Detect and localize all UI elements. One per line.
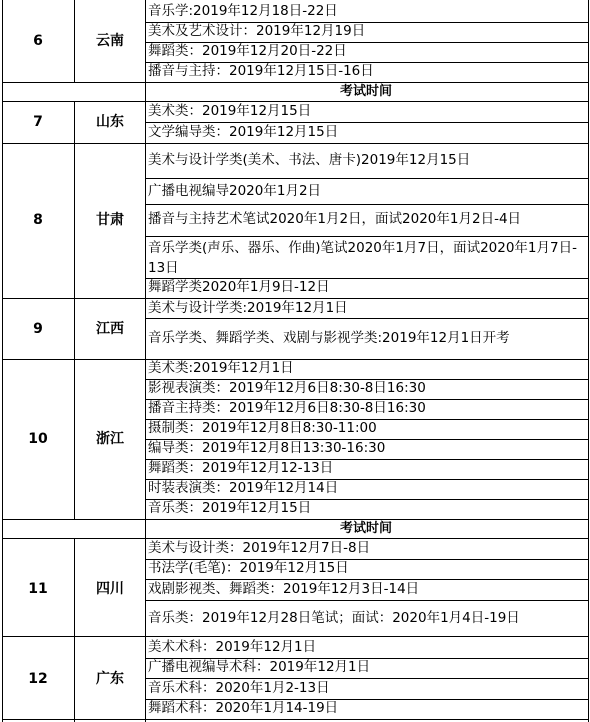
row-divider (2, 636, 589, 637)
row-divider (2, 519, 589, 520)
row-number: 12 (28, 671, 48, 687)
schedule-item: 音乐学:2019年12月18日-22日 (148, 3, 338, 19)
schedule-item: 编导类：2019年12月8日13:30-16:30 (148, 440, 386, 456)
schedule-item: 广播电视编导2020年1月2日 (148, 183, 322, 199)
province-name: 浙江 (96, 431, 124, 447)
row-number: 6 (33, 33, 43, 49)
province-name: 云南 (96, 33, 124, 49)
schedule-item: 舞蹈术科：2020年1月14-19日 (148, 700, 339, 716)
table-border-left (2, 0, 3, 722)
schedule-item: 时装表演类：2019年12月14日 (148, 480, 339, 496)
section-header: 考试时间 (339, 521, 392, 536)
schedule-item: 播音与主持艺术笔试2020年1月2日，面试2020年1月2日-4日 (148, 211, 522, 227)
item-divider (145, 579, 589, 580)
schedule-item: 音乐术科：2020年1月2-13日 (148, 680, 330, 696)
province-name: 甘肃 (96, 212, 124, 228)
schedule-item: 广播电视编导术科：2019年12月1日 (148, 659, 371, 675)
column-divider (145, 0, 146, 722)
table-border-right (588, 0, 589, 722)
row-divider (2, 719, 589, 720)
province-name: 山东 (96, 114, 124, 130)
item-divider (145, 600, 589, 601)
schedule-item: 美术与设计学类:2019年12月1日 (148, 300, 348, 316)
column-divider (74, 538, 75, 722)
schedule-item: 影视表演类：2019年12月6日8:30-8日16:30 (148, 380, 426, 396)
schedule-item: 音乐学类(声乐、器乐、作曲)笔试2020年1月7日，面试2020年1月7日-13日 (148, 240, 577, 276)
schedule-item: 舞蹈类：2019年12月12-13日 (148, 460, 334, 476)
column-divider (74, 101, 75, 519)
row-number: 9 (33, 321, 43, 337)
schedule-item: 播音与主持：2019年12月15日-16日 (148, 63, 374, 79)
item-divider (145, 122, 589, 123)
province-name: 广东 (96, 671, 124, 687)
schedule-item: 美术术科：2019年12月1日 (148, 639, 317, 655)
province-name: 江西 (96, 321, 124, 337)
schedule-item: 美术及艺术设计：2019年12月19日 (148, 23, 366, 39)
row-number: 11 (28, 581, 48, 597)
schedule-item: 戏剧影视类、舞蹈类：2019年12月3日-14日 (148, 581, 420, 597)
row-divider (2, 143, 589, 144)
schedule-item: 美术与设计类：2019年12月7日-8日 (148, 540, 371, 556)
item-divider (145, 236, 589, 237)
schedule-item: 美术类：2019年12月15日 (148, 103, 312, 119)
section-header: 考试时间 (339, 84, 392, 99)
row-number: 10 (28, 431, 48, 447)
province-name: 四川 (96, 581, 124, 597)
item-divider (145, 318, 589, 319)
schedule-item: 音乐类：2019年12月15日 (148, 500, 312, 516)
row-divider (2, 82, 589, 83)
schedule-item: 舞蹈学类2020年1月9日-12日 (148, 279, 330, 295)
schedule-item: 舞蹈类：2019年12月20日-22日 (148, 43, 347, 59)
row-number: 7 (33, 114, 43, 130)
row-divider (2, 101, 589, 102)
schedule-item: 美术类:2019年12月1日 (148, 360, 294, 376)
schedule-item: 美术与设计学类(美术、书法、唐卡)2019年12月15日 (148, 152, 471, 168)
schedule-item: 音乐类：2019年12月28日笔试；面试：2020年1月4日-19日 (148, 610, 520, 626)
schedule-item: 音乐学类、舞蹈学类、戏剧与影视学类:2019年12月1日开考 (148, 330, 510, 346)
schedule-item: 播音主持类：2019年12月6日8:30-8日16:30 (148, 400, 426, 416)
row-divider (2, 298, 589, 299)
schedule-item: 摄制类：2019年12月8日8:30-11:00 (148, 420, 377, 436)
schedule-item: 书法学(毛笔)：2019年12月15日 (148, 560, 349, 576)
row-number: 8 (33, 212, 43, 228)
row-divider (2, 538, 589, 539)
item-divider (145, 204, 589, 205)
item-divider (145, 178, 589, 179)
item-divider (145, 678, 589, 679)
row-divider (2, 359, 589, 360)
schedule-item: 文学编导类：2019年12月15日 (148, 124, 339, 140)
